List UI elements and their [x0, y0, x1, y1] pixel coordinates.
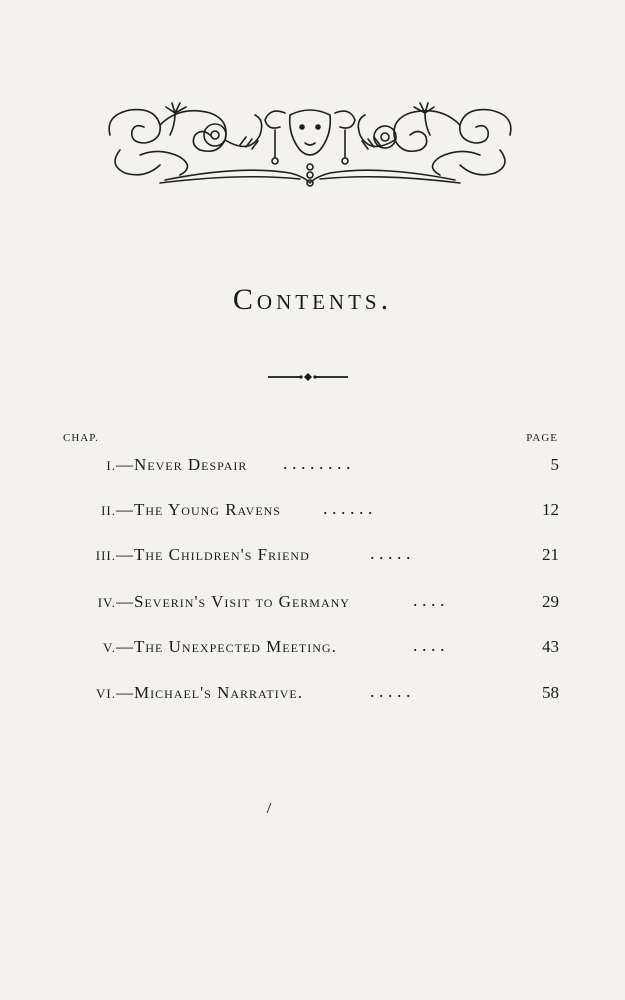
leader-dots: . . . . . .: [323, 498, 373, 518]
leader-dots: . . . . . . . .: [283, 453, 351, 473]
chapter-title: —The Unexpected Meeting.: [116, 637, 337, 656]
chap-column-label: CHAP.: [63, 432, 99, 444]
page-number: 21: [542, 545, 559, 564]
toc-entry[interactable]: [0, 545, 625, 575]
page-number: 29: [542, 592, 559, 611]
chapter-number: VI.: [96, 686, 116, 701]
chapter-number: II.: [101, 503, 116, 518]
page-column-label: PAGE: [526, 432, 558, 444]
chapter-title: —Michael's Narrative.: [116, 683, 303, 702]
chapter-title: —Severin's Visit to Germany: [116, 592, 350, 611]
page-number: 43: [542, 637, 559, 656]
toc-entry[interactable]: [0, 592, 625, 622]
small-diamond-rule-icon: [266, 370, 350, 384]
chapter-title: —The Young Ravens: [116, 500, 281, 519]
toc-entry[interactable]: [0, 683, 625, 713]
chapter-number: III.: [95, 548, 116, 563]
chapter-number: V.: [103, 640, 116, 655]
chapter-title: —Never Despair: [116, 455, 248, 474]
chapter-number: I.: [106, 458, 116, 473]
page-number: 5: [550, 455, 559, 474]
leader-dots: . . . . .: [370, 681, 411, 701]
chapter-number: IV.: [97, 595, 116, 610]
chapter-title: —The Children's Friend: [116, 545, 310, 564]
toc-entry[interactable]: [0, 500, 625, 530]
leader-dots: . . . .: [413, 635, 445, 655]
page-number: 12: [542, 500, 559, 519]
toc-entry[interactable]: [0, 455, 625, 485]
toc-entry[interactable]: [0, 637, 625, 667]
ram-head-scroll-ornament-icon: [100, 95, 520, 195]
leader-dots: . . . . .: [370, 543, 411, 563]
page-number: 58: [542, 683, 559, 702]
page-title: Contents.: [232, 283, 393, 316]
leader-dots: . . . .: [413, 590, 445, 610]
stray-ink-mark: [266, 802, 272, 814]
